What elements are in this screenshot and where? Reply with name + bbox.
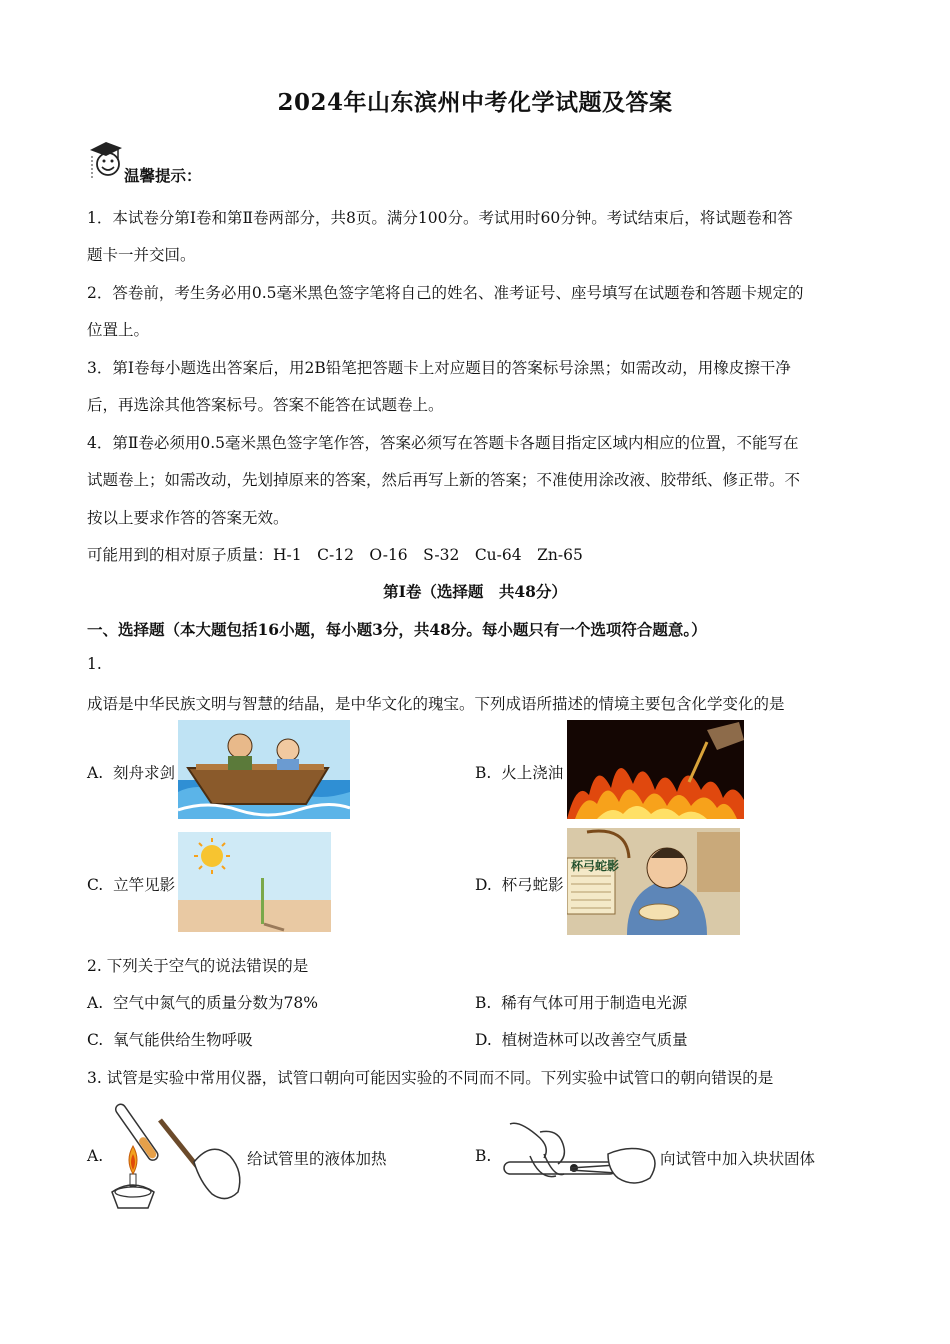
- note-line: 3．第Ⅰ卷每小题选出答案后，用2B铅笔把答题卡上对应题目的答案标号涂黑；如需改动，用橡皮擦干净: [87, 359, 791, 377]
- heating-test-tube-illustration: [108, 1100, 248, 1212]
- note-line: 按以上要求作答的答案无效。: [87, 509, 289, 527]
- option-text: 氧气能供给生物呼吸: [113, 1031, 253, 1049]
- atomic-masses: 可能用到的相对原子质量：H-1 C-12 O-16 S-32 Cu-64 Zn-65: [87, 546, 583, 564]
- section-title: 第Ⅰ卷（选择题 共48分）: [383, 582, 567, 601]
- option-a-letter: A.: [87, 1147, 104, 1165]
- option-c: [87, 873, 175, 895]
- note-line: 位置上。: [87, 321, 150, 339]
- option-a-text: 给试管里的液体加热: [247, 1150, 387, 1168]
- tip-label: 温馨提示：: [124, 166, 202, 185]
- question-number: 1.: [87, 655, 102, 673]
- option-b: [475, 761, 563, 783]
- option-b-text: 向试管中加入块状固体: [660, 1150, 816, 1168]
- page-title: 2024年山东滨州中考化学试题及答案: [277, 89, 673, 116]
- option-text: 稀有气体可用于制造电光源: [501, 994, 688, 1012]
- option-a: [87, 991, 318, 1013]
- note-line: 1．本试卷分第Ⅰ卷和第Ⅱ卷两部分，共8页。满分100分。考试用时60分钟。考试结束后，将试题卷和答: [87, 209, 793, 227]
- option-text: 杯弓蛇影: [501, 876, 564, 894]
- option-b-letter: B.: [475, 1147, 492, 1165]
- question-stem: 3. 试管是实验中常用仪器，试管口朝向可能因实验的不同而不同。下列实验中试管口的朝向错误的是: [87, 1069, 774, 1087]
- option-a: [87, 761, 175, 783]
- option-letter: B.: [475, 764, 492, 782]
- question-stem: 2. 下列关于空气的说法错误的是: [87, 957, 309, 975]
- option-b: [475, 991, 687, 1013]
- option-text: 植树造林可以改善空气质量: [501, 1031, 688, 1049]
- option-letter: A.: [87, 994, 104, 1012]
- pole-shadow-illustration: [178, 832, 331, 932]
- option-text: 火上浇油: [501, 764, 564, 782]
- note-line: 试题卷上；如需改动，先划掉原来的答案，然后再写上新的答案；不准使用涂改液、胶带纸、修正带。不: [87, 471, 801, 489]
- part-heading: 一、选择题（本大题包括16小题，每小题3分，共48分。每小题只有一个选项符合题意。）: [87, 620, 707, 639]
- note-line: 4．第Ⅱ卷必须用0.5毫米黑色签字笔作答，答案必须写在答题卡各题目指定区域内相应的位置，不能写在: [87, 434, 799, 452]
- option-text: 空气中氮气的质量分数为78%: [112, 994, 318, 1012]
- option-letter: A.: [87, 764, 104, 782]
- note-line: 题卡一并交回。: [87, 246, 196, 264]
- option-letter: D.: [475, 876, 492, 894]
- adding-solid-illustration: [500, 1118, 660, 1194]
- option-text: 立竿见影: [113, 876, 176, 894]
- cup-bow-illustration: [567, 828, 740, 935]
- note-line: 2．答卷前，考生务必用0.5毫米黑色签字笔将自己的姓名、准考证号、座号填写在试题卷和答题卡规定的: [87, 284, 804, 302]
- option-letter: D.: [475, 1031, 492, 1049]
- option-c: [87, 1028, 253, 1050]
- option-d: [475, 1028, 688, 1050]
- option-letter: C.: [87, 876, 104, 894]
- boat-illustration: [178, 720, 350, 819]
- option-text: 刻舟求剑: [112, 764, 175, 782]
- fire-oil-illustration: [567, 720, 744, 819]
- option-d: [475, 873, 564, 895]
- smiley-graduate-icon: [86, 138, 124, 180]
- note-line: 后，再选涂其他答案标号。答案不能答在试题卷上。: [87, 396, 444, 414]
- option-letter: C.: [87, 1031, 104, 1049]
- image-caption: 杯弓蛇影: [571, 859, 620, 873]
- option-letter: B.: [475, 994, 492, 1012]
- question-stem: 成语是中华民族文明与智慧的结晶，是中华文化的瑰宝。下列成语所描述的情境主要包含化学变化的是: [87, 695, 785, 713]
